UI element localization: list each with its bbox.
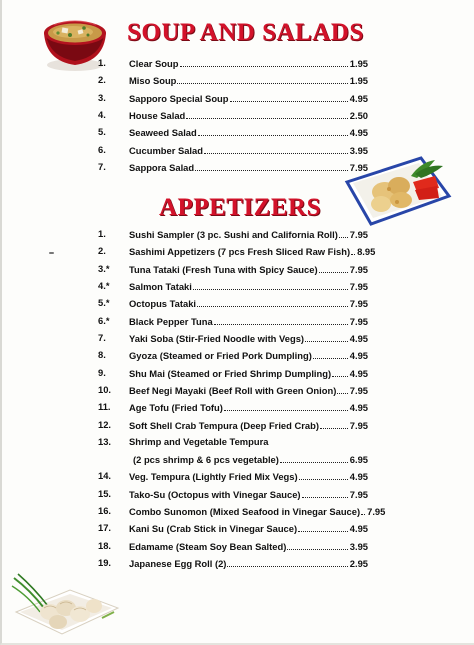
menu-item-row: [98, 313, 368, 329]
menu-item-name: Sappora Salad: [129, 161, 195, 173]
menu-item: [129, 382, 368, 399]
menu-item-row: [98, 107, 368, 123]
menu-item-price: 7.95: [349, 488, 368, 500]
menu-item-row: [98, 555, 368, 571]
menu-item-number: 14.: [98, 470, 112, 482]
dot-leader: [204, 142, 348, 154]
menu-item-price: 1.95: [349, 58, 368, 69]
menu-item-number: 15.: [98, 487, 112, 499]
menu-item-name: Sashimi Appetizers (7 pcs Fresh Sliced Raw Fish): [129, 246, 351, 258]
menu-item-row: [98, 295, 368, 311]
menu-item-price: 4.95: [349, 367, 368, 379]
menu-item-name: Veg. Tempura (Lightly Fried Mix Vegs): [129, 471, 298, 483]
menu-item-name: Tuna Tataki (Fresh Tuna with Spicy Sauce): [129, 263, 318, 275]
menu-item-row: [98, 243, 376, 259]
menu-item: [129, 90, 368, 107]
menu-item-name: Edamame (Steam Soy Bean Salted): [129, 540, 287, 552]
menu-item: [133, 451, 368, 468]
menu-item: [129, 520, 368, 537]
menu-item-name: (2 pcs shrimp & 6 pcs vegetable): [133, 454, 279, 466]
menu-item-price: 8.95: [357, 246, 376, 258]
menu-item-price: 7.95: [349, 315, 368, 327]
menu-item-name: Yaki Soba (Stir-Fried Noodle with Vegs): [129, 332, 305, 344]
menu-item-price: 7.95: [349, 384, 368, 396]
menu-item-row: [98, 330, 368, 346]
menu-item: [129, 486, 368, 503]
menu-item-row: [98, 347, 368, 363]
menu-item: [129, 330, 368, 347]
menu-item-price: 7.95: [349, 161, 368, 173]
menu-item-number: 2.: [98, 245, 106, 257]
menu-item-name: Cucumber Salad: [129, 144, 203, 156]
menu-item: [129, 365, 368, 382]
menu-item-number: 13.: [98, 435, 112, 447]
menu-item: [129, 313, 368, 330]
menu-item: [129, 399, 368, 416]
menu-item-price: 4.95: [349, 127, 368, 139]
menu-item-row: [98, 159, 368, 175]
menu-item: [129, 538, 368, 555]
menu-item-number: 7.: [98, 331, 106, 343]
menu-item-number: 7.: [98, 160, 106, 172]
dot-leader: [319, 261, 348, 273]
menu-item: [129, 142, 368, 159]
dot-leader: [351, 243, 355, 255]
menu-item-number: 2.: [98, 74, 106, 86]
dot-leader: [305, 330, 348, 342]
menu-item-name: Sushi Sampler (3 pc. Sushi and California Roll): [129, 229, 338, 240]
menu-item-price: 7.95: [349, 263, 368, 275]
menu-item: [129, 555, 368, 572]
menu-item-row: [98, 468, 368, 484]
menu-item-row: [98, 365, 368, 381]
menu-item-number: 6.*: [98, 314, 110, 326]
menu-item-price: 7.95: [367, 506, 386, 518]
menu-item-row: [98, 226, 368, 242]
menu-item-name: Shu Mai (Steamed or Fried Shrimp Dumpling): [129, 367, 332, 379]
menu-item: [129, 434, 368, 450]
menu-item-price: 7.95: [349, 298, 368, 310]
menu-item-row: [98, 451, 368, 467]
menu-item-price: 7.95: [349, 280, 368, 292]
menu-item-name: Combo Sunomon (Mixed Seafood in Vinegar Sauce): [129, 506, 361, 518]
menu-item-number: 1.: [98, 228, 106, 239]
scan-mark: [49, 252, 54, 254]
menu-item-number: 12.: [98, 418, 112, 430]
menu-item-row: [98, 90, 368, 106]
menu-item: [129, 503, 386, 520]
menu-item: [129, 278, 368, 295]
dumpling-plate-photo: [10, 568, 122, 638]
dot-leader: [280, 451, 348, 463]
menu-item-name: Miso Soup: [129, 75, 177, 87]
appetizers-heading: APPETIZERS: [159, 194, 321, 221]
menu-item-name: Japanese Egg Roll (2): [129, 558, 227, 570]
menu-item-number: 5.: [98, 126, 106, 138]
dot-leader: [339, 226, 348, 238]
menu-item-price: 4.95: [349, 402, 368, 414]
menu-item-row: [98, 538, 368, 554]
menu-item-price: 4.95: [349, 523, 368, 535]
dot-leader: [224, 399, 348, 411]
menu-item-row: [98, 261, 368, 277]
menu-item: [129, 159, 368, 176]
dot-leader: [298, 520, 348, 532]
menu-item-row: [98, 520, 368, 536]
menu-item-name: House Salad: [129, 109, 186, 121]
dot-leader: [198, 124, 348, 136]
menu-item-row: [98, 434, 368, 450]
dot-leader: [287, 538, 347, 550]
menu-item-number: 4.: [98, 108, 106, 120]
dot-leader: [193, 278, 348, 290]
menu-item-row: [98, 142, 368, 158]
dot-leader: [230, 90, 348, 102]
dot-leader: [227, 555, 347, 567]
menu-item-price: 2.95: [349, 558, 368, 570]
dot-leader: [299, 468, 348, 480]
menu-item: [129, 72, 368, 89]
menu-item-price: 1.95: [349, 75, 368, 87]
menu-item: [129, 261, 368, 278]
menu-item-number: 3.: [98, 91, 106, 103]
menu-item: [129, 226, 368, 243]
menu-item-price: 7.95: [349, 229, 368, 240]
menu-item-name: Age Tofu (Fried Tofu): [129, 402, 223, 414]
menu-item-price: 4.95: [349, 92, 368, 104]
menu-item-name: Shrimp and Vegetable Tempura: [129, 435, 269, 447]
dot-leader: [361, 503, 365, 515]
menu-item-number: 6.: [98, 143, 106, 155]
menu-item-price: 7.95: [349, 419, 368, 431]
menu-item: [129, 347, 368, 364]
menu-item-price: 2.50: [349, 109, 368, 121]
menu-item-price: 3.95: [349, 540, 368, 552]
menu-item-number: 17.: [98, 522, 112, 534]
menu-item: [129, 468, 368, 485]
menu-item: [129, 417, 368, 434]
dot-leader: [177, 72, 347, 84]
menu-item-row: [98, 486, 368, 502]
dot-leader: [195, 159, 348, 171]
menu-item-number: 16.: [98, 505, 112, 517]
menu-item: [129, 295, 368, 312]
dot-leader: [302, 486, 348, 498]
menu-item-price: 3.95: [349, 144, 368, 156]
dot-leader: [186, 107, 347, 119]
menu-item-number: 19.: [98, 557, 112, 569]
menu-item-row: [98, 382, 368, 398]
menu-item-name: Kani Su (Crab Stick in Vinegar Sauce): [129, 523, 298, 535]
menu-item-row: [98, 503, 386, 519]
dot-leader: [337, 382, 347, 394]
menu-item-name: Clear Soup: [129, 58, 179, 69]
soup-and-salads-heading: SOUP AND SALADS: [127, 19, 364, 46]
menu-item-number: 1.: [98, 57, 106, 68]
menu-item-price: 4.95: [349, 471, 368, 483]
menu-item-number: 10.: [98, 383, 112, 395]
dot-leader: [320, 417, 348, 429]
menu-item-row: [98, 124, 368, 140]
menu-item-name: Gyoza (Steamed or Fried Pork Dumpling): [129, 350, 312, 362]
dot-leader: [313, 347, 348, 359]
menu-item-row: [98, 278, 368, 294]
menu-item-name: Tako-Su (Octopus with Vinegar Sauce): [129, 488, 301, 500]
menu-item-price: 6.95: [349, 454, 368, 466]
menu-item-number: 4.*: [98, 279, 110, 291]
menu-item-price: 4.95: [349, 350, 368, 362]
menu-item-number: 3.*: [98, 262, 110, 274]
menu-item-price: 4.95: [349, 332, 368, 344]
dot-leader: [197, 295, 348, 307]
menu-item: [129, 243, 376, 260]
dot-leader: [214, 313, 348, 325]
menu-item-row: [98, 72, 368, 88]
menu-item-row: [98, 55, 368, 71]
menu-item-name: Salmon Tataki: [129, 280, 192, 292]
menu-item-name: Soft Shell Crab Tempura (Deep Fried Crab): [129, 419, 319, 431]
menu-item-name: Sapporo Special Soup: [129, 92, 229, 104]
menu-item-number: 8.: [98, 349, 106, 361]
menu-item: [129, 107, 368, 124]
menu-item-number: 11.: [98, 401, 111, 413]
dot-leader: [180, 55, 348, 67]
menu-item-number: 9.: [98, 366, 106, 378]
menu-item: [129, 55, 368, 72]
menu-item-name: Seaweed Salad: [129, 127, 197, 139]
menu-item-name: Black Pepper Tuna: [129, 315, 213, 327]
menu-item-number: 18.: [98, 539, 112, 551]
menu-item-number: 5.*: [98, 297, 110, 309]
dot-leader: [332, 365, 348, 377]
menu-item-name: Beef Negi Mayaki (Beef Roll with Green Onion): [129, 384, 337, 396]
menu-item-row: [98, 417, 368, 433]
menu-item: [129, 124, 368, 141]
menu-item-row: [98, 399, 368, 415]
menu-item-name: Octopus Tataki: [129, 298, 197, 310]
